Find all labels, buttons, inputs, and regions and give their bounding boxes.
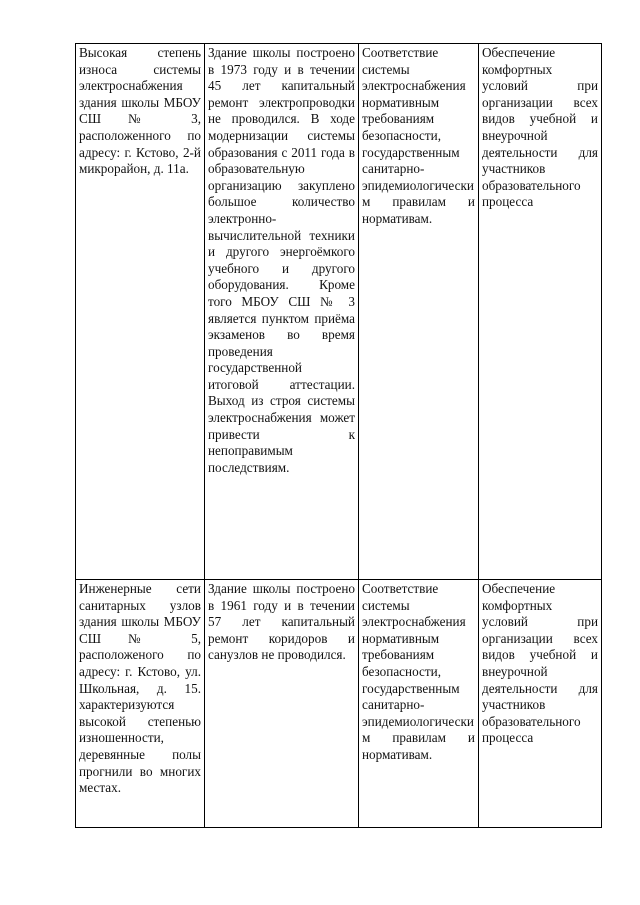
compliance-text: Соответствие системы электроснабжения нормативным требованиям безопасности, государственным санитарно-эпидемиологическим правилам и нормативам. bbox=[362, 581, 475, 762]
goal-cell bbox=[479, 580, 602, 828]
justification-text: Здание школы построено в 1961 году и в течении 57 лет капитальный ремонт коридоров и санузлов не проводился. bbox=[208, 581, 355, 663]
problem-cell bbox=[76, 44, 205, 580]
goal-cell bbox=[479, 44, 602, 580]
projects-table bbox=[75, 43, 602, 828]
compliance-cell bbox=[359, 580, 479, 828]
table-row bbox=[76, 44, 602, 580]
justification-cell bbox=[205, 44, 359, 580]
problem-text: Инженерные сети санитарных узлов здания школы МБОУ СШ № 5, расположеного по адресу: г. Кстово, ул. Школьная, д. 15. характеризуются высокой степенью изношенности, деревянные полы прогнили во многих местах. bbox=[79, 581, 201, 796]
goal-text: Обеспечение комфортных условий при организации всех видов учебной и внеурочной деятельности для участников образовательного процесса bbox=[482, 581, 598, 746]
compliance-text: Соответствие системы электроснабжения нормативным требованиям безопасности, государственным санитарно-эпидемиологическим правилам и нормативам. bbox=[362, 45, 475, 226]
table-row bbox=[76, 580, 602, 828]
compliance-cell bbox=[359, 44, 479, 580]
problem-text: Высокая степень износа системы электроснабжения здания школы МБОУ СШ № 3, расположенного по адресу: г. Кстово, 2-й микрорайон, д. 11а. bbox=[79, 45, 201, 177]
justification-text: Здание школы построено в 1973 году и в течении 45 лет капитальный ремонт электропроводки не проводился. В ходе модернизации системы образования с 2011 года в образовательную организацию закуплено большое количество электронно-вычислительной техники и другого энергоёмкого учебного и другого оборудования. Кроме того МБОУ СШ № 3 является пунктом приёма экзаменов во время проведения государственной итоговой аттестации. Выход из строя системы электроснабжения может привести к непоправимым последствиям. bbox=[208, 45, 355, 475]
goal-text: Обеспечение комфортных условий при организации всех видов учебной и внеурочной деятельности для участников образовательного процесса bbox=[482, 45, 598, 210]
justification-cell bbox=[205, 580, 359, 828]
problem-cell bbox=[76, 580, 205, 828]
